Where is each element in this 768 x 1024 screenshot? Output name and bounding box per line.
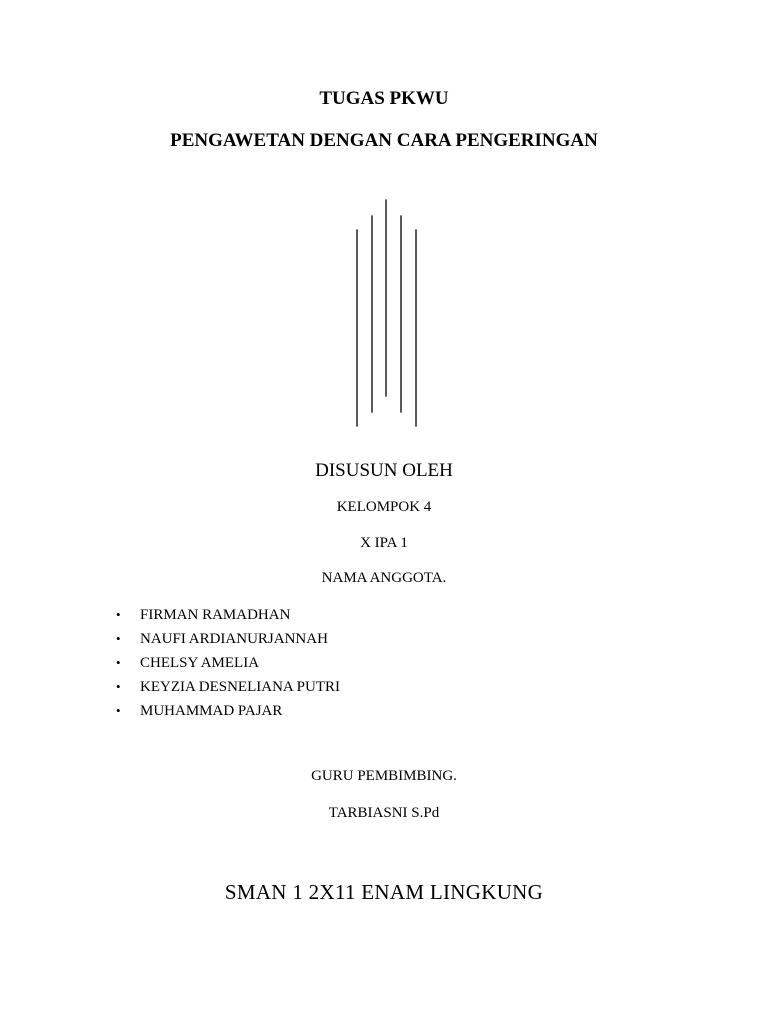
school-name: SMAN 1 2X11 ENAM LINGKUNG bbox=[224, 880, 544, 904]
bullet-icon: • bbox=[116, 655, 121, 670]
member-name: CHELSY AMELIA bbox=[140, 655, 260, 671]
list-item bbox=[116, 603, 340, 627]
supervisor-label: GURU PEMBIMBING. bbox=[311, 768, 457, 784]
document-subtitle: PENGAWETAN DENGAN CARA PENGERINGAN bbox=[170, 130, 598, 151]
bullet-icon: • bbox=[116, 607, 121, 622]
members-list bbox=[116, 603, 340, 723]
members-label: NAMA ANGGOTA. bbox=[321, 570, 447, 586]
document-title: TUGAS PKWU bbox=[319, 88, 449, 109]
bullet-icon: • bbox=[116, 679, 121, 694]
group-label: KELOMPOK 4 bbox=[336, 499, 432, 515]
list-item bbox=[116, 675, 340, 699]
list-item bbox=[116, 651, 340, 675]
member-name: NAUFI ARDIANURJANNAH bbox=[140, 631, 328, 647]
bullet-icon: • bbox=[116, 631, 121, 646]
class-label: X IPA 1 bbox=[360, 535, 408, 551]
supervisor-name: TARBIASNI S.Pd bbox=[328, 805, 440, 821]
vertical-lines-ornament-icon bbox=[340, 196, 430, 432]
list-item bbox=[116, 699, 340, 723]
member-name: KEYZIA DESNELIANA PUTRI bbox=[140, 679, 340, 695]
list-item bbox=[116, 627, 340, 651]
bullet-icon: • bbox=[116, 703, 121, 718]
member-name: FIRMAN RAMADHAN bbox=[140, 607, 291, 623]
prepared-by-label: DISUSUN OLEH bbox=[315, 460, 453, 481]
member-name: MUHAMMAD PAJAR bbox=[140, 703, 283, 719]
